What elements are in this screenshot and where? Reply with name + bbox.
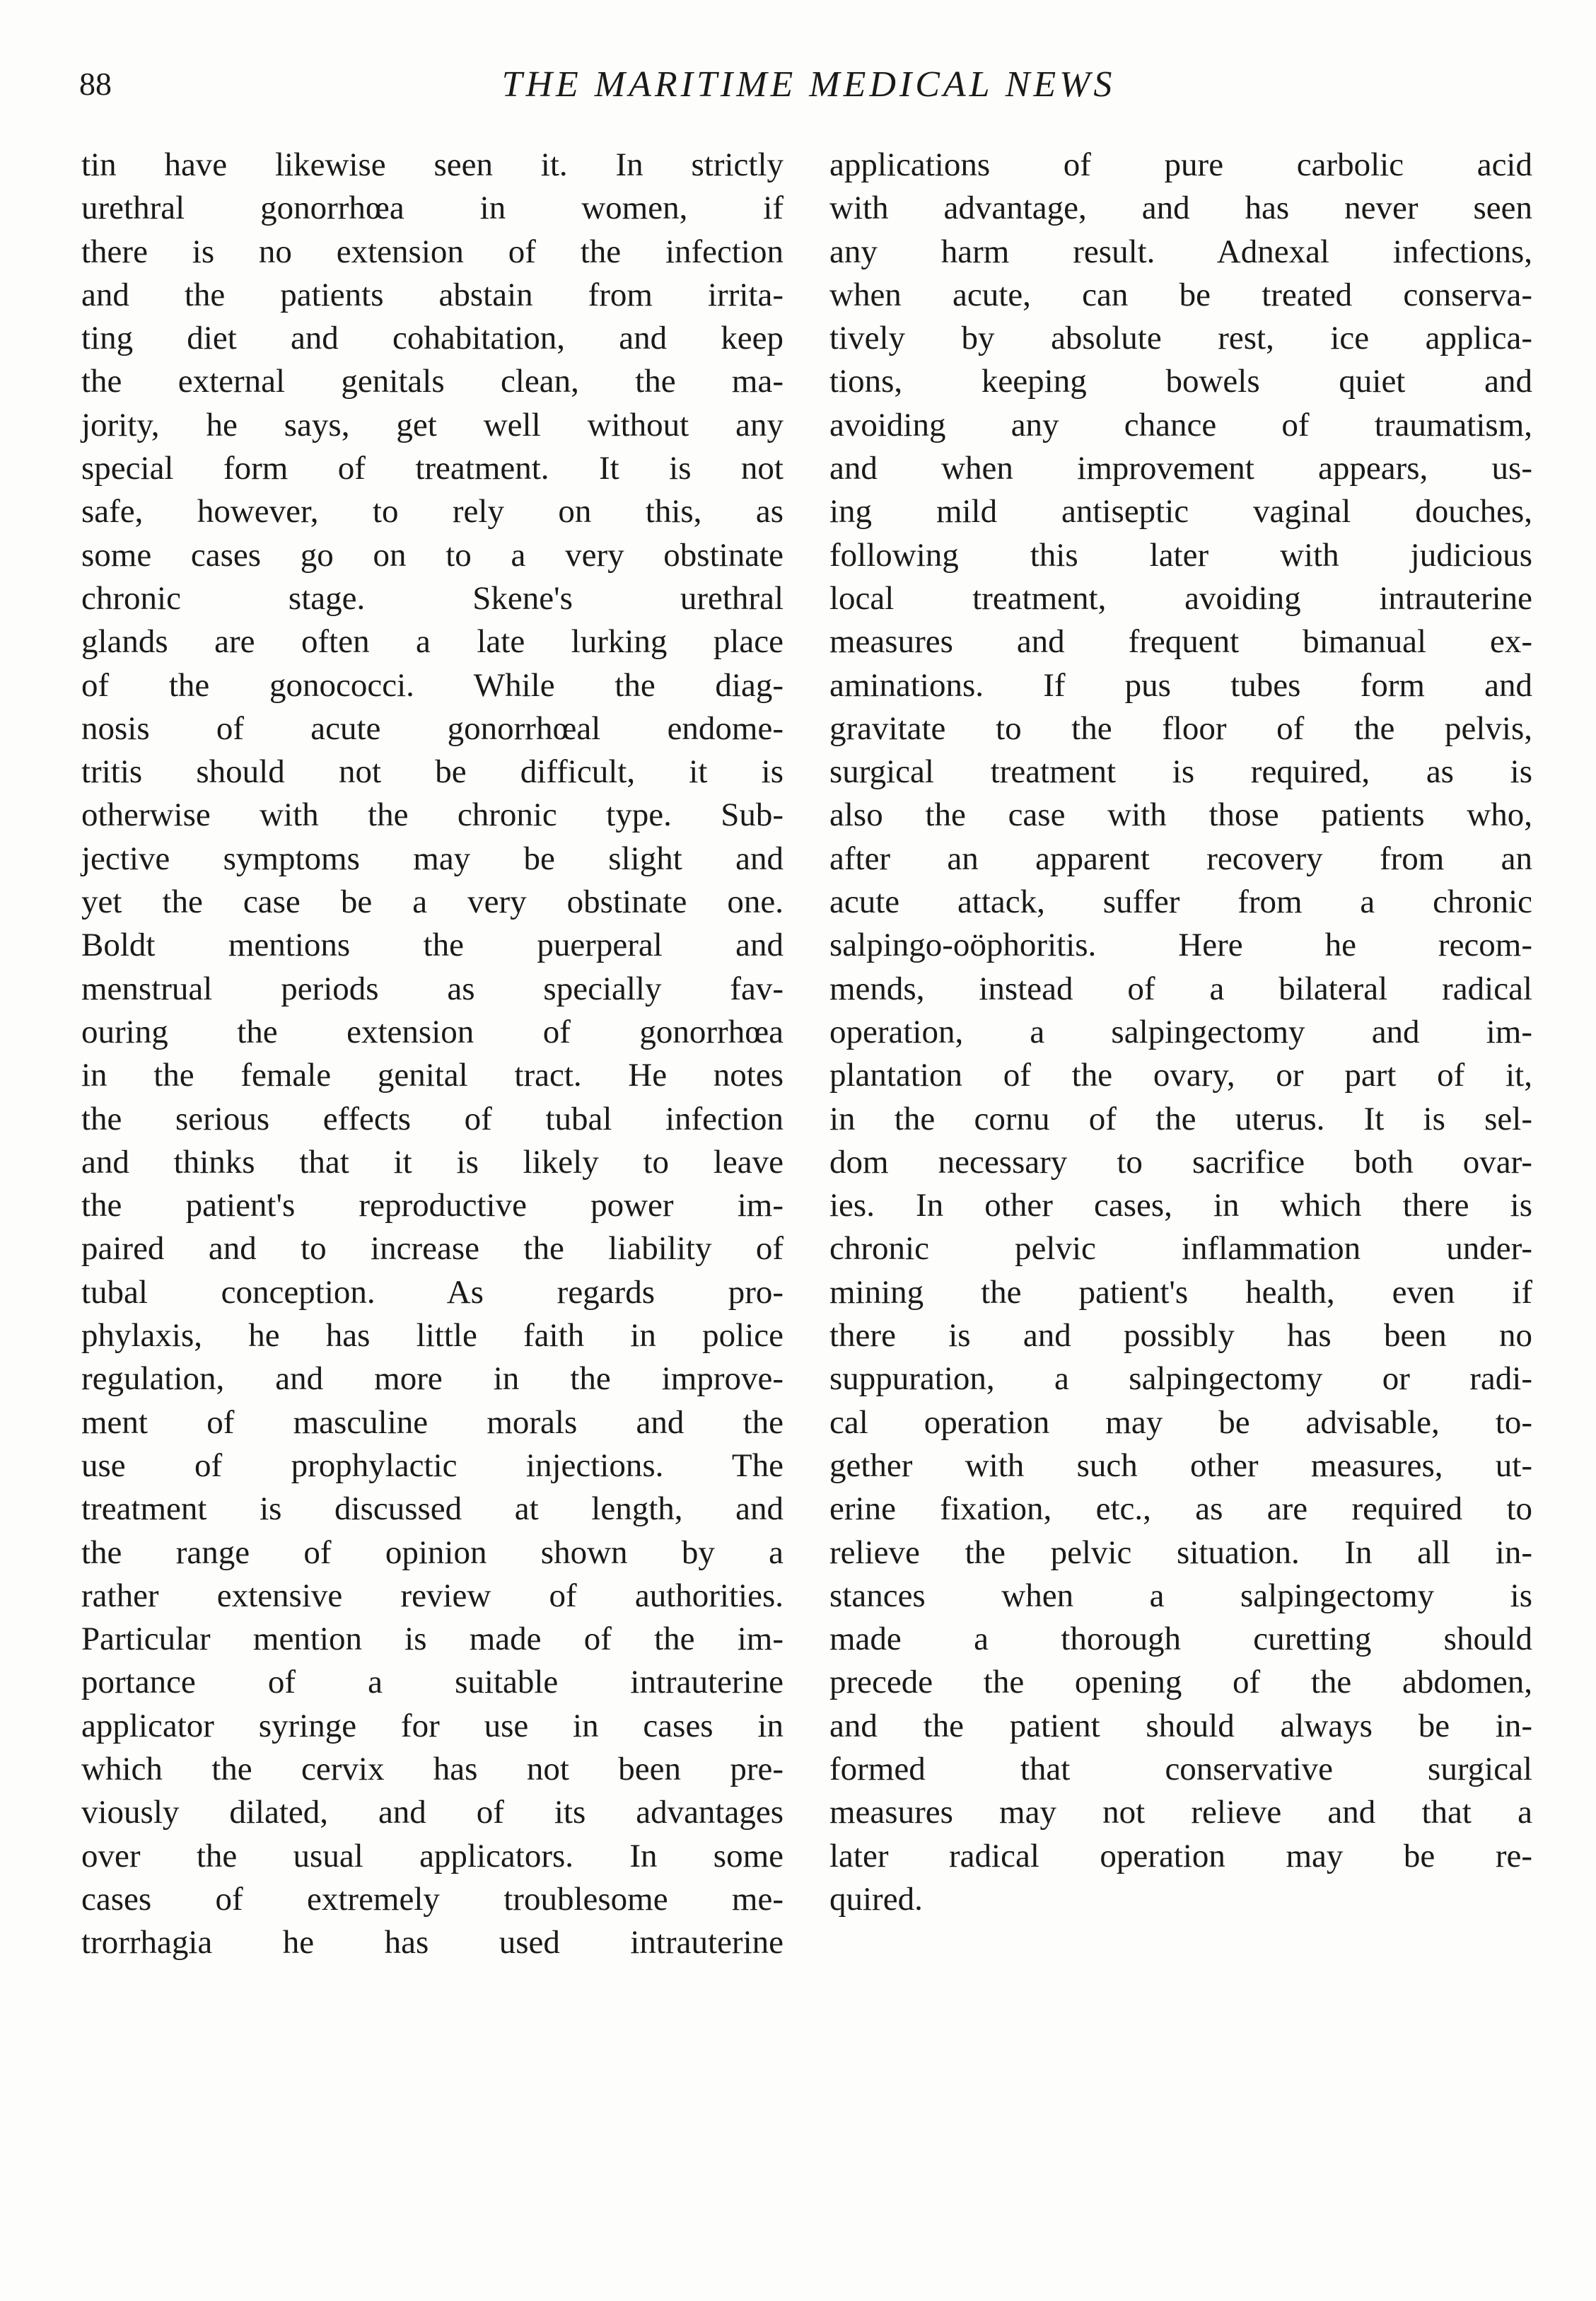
text-line: and when improvement appears, us- [829,450,1532,487]
text-line: the external genitals clean, the ma- [81,363,784,400]
text-line: and thinks that it is likely to leave [81,1143,784,1181]
text-line: salpingo-oöphoritis. Here he recom- [829,927,1532,964]
text-line: regulation, and more in the improve- [81,1360,784,1398]
text-line: local treatment, avoiding intrauterine [829,579,1532,617]
text-line: trorrhagia he has used intrauterine [81,1924,784,1961]
text-line: any harm result. Adnexal infections, [829,233,1532,270]
text-line: portance of a suitable intrauterine [81,1664,784,1701]
text-line: safe, however, to rely on this, as [81,493,784,531]
text-line: formed that conservative surgical [829,1750,1532,1787]
text-line: measures may not relieve and that a [829,1794,1532,1831]
text-line: suppuration, a salpingectomy or radi- [829,1360,1532,1398]
text-line: nosis of acute gonorrhœal endome- [81,709,784,747]
text-line: paired and to increase the liability of [81,1230,784,1268]
text-line: over the usual applicators. In some [81,1837,784,1874]
text-line: later radical operation may be re- [829,1837,1532,1874]
text-line: Particular mention is made of the im- [81,1621,784,1658]
text-line: treatment is discussed at length, and [81,1490,784,1528]
text-line: ting diet and cohabitation, and keep [81,320,784,357]
text-line: and the patient should always be in- [829,1707,1532,1744]
text-line: gravitate to the floor of the pelvis, [829,709,1532,747]
text-line: mends, instead of a bilateral radical [829,970,1532,1007]
text-line: erine fixation, etc., as are required to [829,1490,1532,1528]
text-line: glands are often a late lurking place [81,623,784,661]
text-line: measures and frequent bimanual ex- [829,623,1532,661]
text-column-right [829,144,1532,1921]
text-line: the range of opinion shown by a [81,1534,784,1571]
text-line: otherwise with the chronic type. Sub- [81,796,784,834]
text-line: avoiding any chance of traumatism, [829,406,1532,444]
text-line: plantation of the ovary, or part of it, [829,1057,1532,1094]
text-line: precede the opening of the abdomen, [829,1664,1532,1701]
text-column-left [81,144,784,1964]
text-line: tubal conception. As regards pro- [81,1273,784,1311]
text-line: tin have likewise seen it. In strictly [81,146,784,183]
text-line: phylaxis, he has little faith in police [81,1317,784,1355]
text-line: operation, a salpingectomy and im- [829,1013,1532,1050]
text-line: urethral gonorrhœa in women, if [81,190,784,227]
text-line: stances when a salpingectomy is [829,1577,1532,1614]
text-line: applications of pure carbolic acid [829,146,1532,183]
text-line: viously dilated, and of its advantages [81,1794,784,1831]
page-number: 88 [79,66,112,102]
text-line: quired. [829,1880,923,1918]
text-line: in the female genital tract. He notes [81,1057,784,1094]
text-line: some cases go on to a very obstinate [81,536,784,574]
text-line: ouring the extension of gonorrhœa [81,1013,784,1050]
text-line: special form of treatment. It is not [81,450,784,487]
text-line: use of prophylactic injections. The [81,1447,784,1484]
text-line: cases of extremely troublesome me- [81,1880,784,1918]
text-line: which the cervix has not been pre- [81,1750,784,1787]
text-line: yet the case be a very obstinate one. [81,883,784,921]
text-line: gether with such other measures, ut- [829,1447,1532,1484]
text-line: cal operation may be advisable, to- [829,1403,1532,1441]
text-line: there is no extension of the infection [81,233,784,270]
text-line: surgical treatment is required, as is [829,753,1532,791]
text-line: with advantage, and has never seen [829,190,1532,227]
text-line: chronic pelvic inflammation under- [829,1230,1532,1268]
text-line: jective symptoms may be slight and [81,840,784,877]
text-line: rather extensive review of authorities. [81,1577,784,1614]
text-line: in the cornu of the uterus. It is sel- [829,1100,1532,1137]
text-line: tively by absolute rest, ice applica- [829,320,1532,357]
text-line: ing mild antiseptic vaginal douches, [829,493,1532,531]
text-line: the patient's reproductive power im- [81,1187,784,1224]
text-line: chronic stage. Skene's urethral [81,579,784,617]
text-line: of the gonococci. While the diag- [81,666,784,704]
text-line: after an apparent recovery from an [829,840,1532,877]
text-line: menstrual periods as specially fav- [81,970,784,1007]
running-title: THE MARITIME MEDICAL NEWS [501,64,1116,105]
text-line: Boldt mentions the puerperal and [81,927,784,964]
text-line: there is and possibly has been no [829,1317,1532,1355]
text-line: also the case with those patients who, [829,796,1532,834]
text-line: tions, keeping bowels quiet and [829,363,1532,400]
text-line: dom necessary to sacrifice both ovar- [829,1143,1532,1181]
text-line: when acute, can be treated conserva- [829,276,1532,313]
text-line: mining the patient's health, even if [829,1273,1532,1311]
text-line: jority, he says, get well without any [81,406,784,444]
text-line: ies. In other cases, in which there is [829,1187,1532,1224]
text-line: and the patients abstain from irrita- [81,276,784,313]
text-line: ment of masculine morals and the [81,1403,784,1441]
text-line: following this later with judicious [829,536,1532,574]
text-line: the serious effects of tubal infection [81,1100,784,1137]
text-line: relieve the pelvic situation. In all in- [829,1534,1532,1571]
text-line: made a thorough curetting should [829,1621,1532,1658]
text-line: tritis should not be difficult, it is [81,753,784,791]
text-line: applicator syringe for use in cases in [81,1707,784,1744]
text-line: acute attack, suffer from a chronic [829,883,1532,921]
text-line: aminations. If pus tubes form and [829,666,1532,704]
